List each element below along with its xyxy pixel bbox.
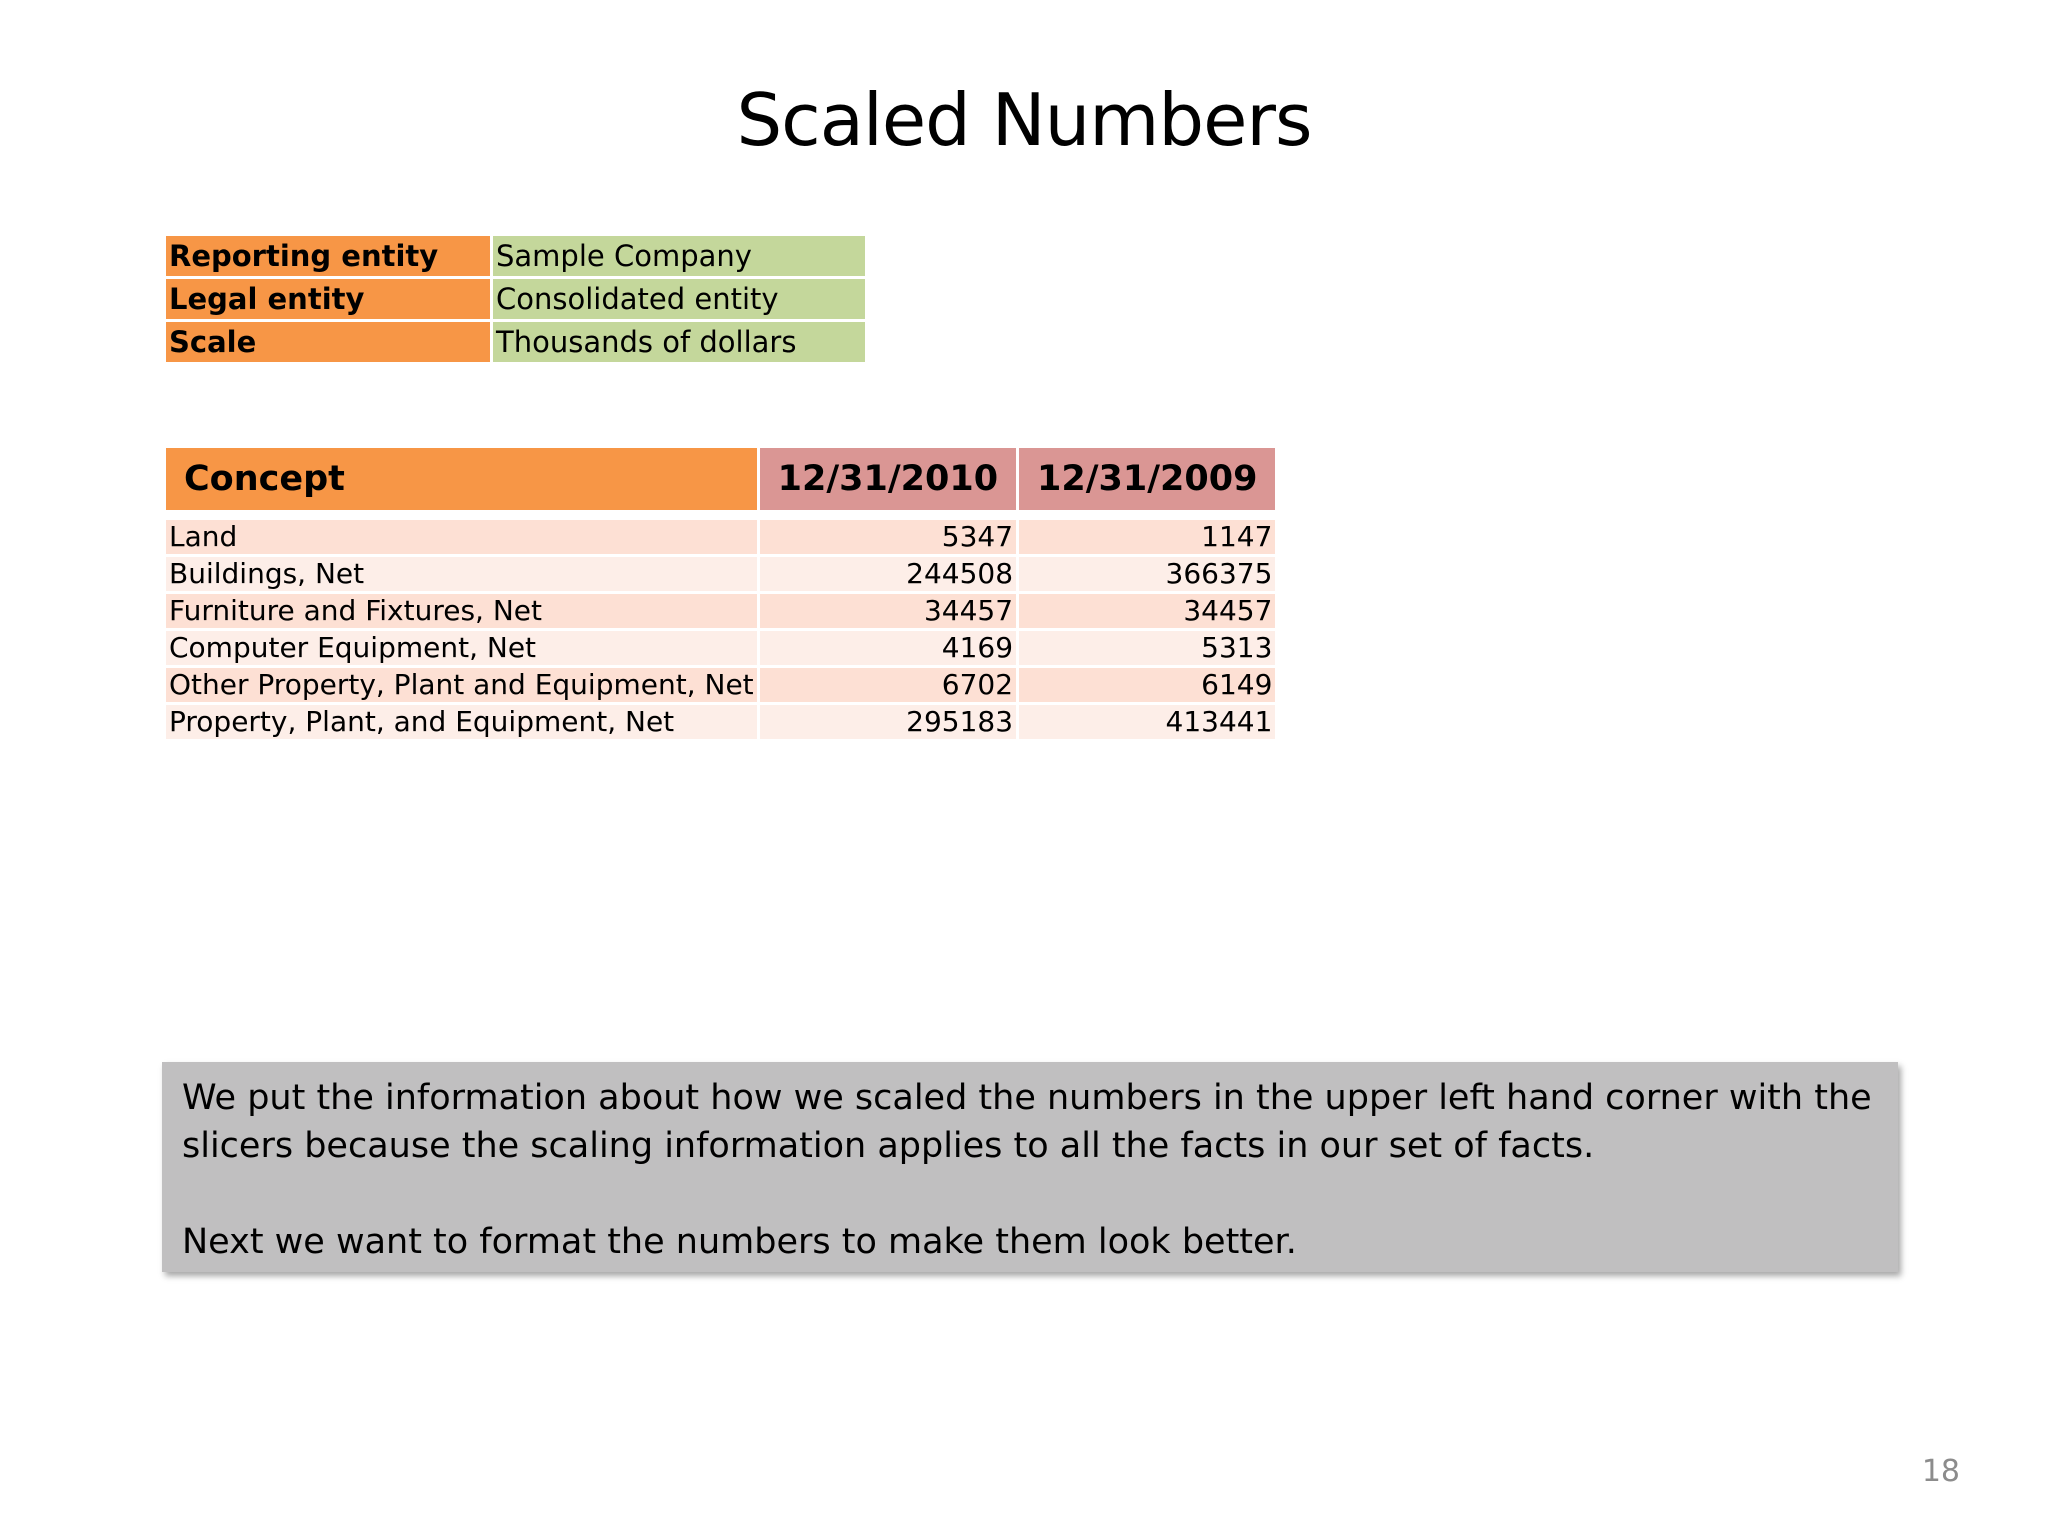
facts-header-row [165,447,1277,512]
slicer-value: Thousands of dollars [492,321,867,364]
table-row [165,667,1277,704]
note-box [162,1062,1898,1272]
concept-cell: Buildings, Net [165,556,759,593]
slicer-row [165,278,867,321]
slicer-row [165,321,867,364]
concept-cell: Property, Plant, and Equipment, Net [165,704,759,741]
slicer-label: Legal entity [165,278,492,321]
page-number: 18 [1921,1454,1960,1489]
slicer-value: Consolidated entity [492,278,867,321]
slicer-row [165,235,867,278]
value-cell-2009: 34457 [1018,593,1277,630]
column-header-2010: 12/31/2010 [758,447,1017,512]
concept-cell: Land [165,519,759,556]
column-header-2009: 12/31/2009 [1018,447,1277,512]
table-row [165,519,1277,556]
value-cell-2009: 366375 [1018,556,1277,593]
value-cell-2009: 1147 [1018,519,1277,556]
slicer-table [163,233,868,365]
table-row [165,593,1277,630]
facts-table [163,445,1278,742]
value-cell-2009: 5313 [1018,630,1277,667]
value-cell-2010: 295183 [758,704,1017,741]
value-cell-2010: 34457 [758,593,1017,630]
value-cell-2010: 6702 [758,667,1017,704]
value-cell-2010: 5347 [758,519,1017,556]
slicer-value: Sample Company [492,235,867,278]
value-cell-2010: 4169 [758,630,1017,667]
table-row [165,556,1277,593]
concept-cell: Other Property, Plant and Equipment, Net [165,667,759,704]
note-paragraph: We put the information about how we scaled the numbers in the upper left hand corner with the slicers because the scaling information applies to all the facts in our set of facts. [182,1078,1872,1166]
column-header-concept: Concept [165,447,759,512]
slicer-label: Scale [165,321,492,364]
slide-title: Scaled Numbers [736,78,1312,162]
value-cell-2009: 6149 [1018,667,1277,704]
value-cell-2010: 244508 [758,556,1017,593]
table-row [165,704,1277,741]
value-cell-2009: 413441 [1018,704,1277,741]
concept-cell: Furniture and Fixtures, Net [165,593,759,630]
slicer-label: Reporting entity [165,235,492,278]
note-paragraph: Next we want to format the numbers to make them look better. [182,1222,1297,1262]
table-row [165,630,1277,667]
concept-cell: Computer Equipment, Net [165,630,759,667]
